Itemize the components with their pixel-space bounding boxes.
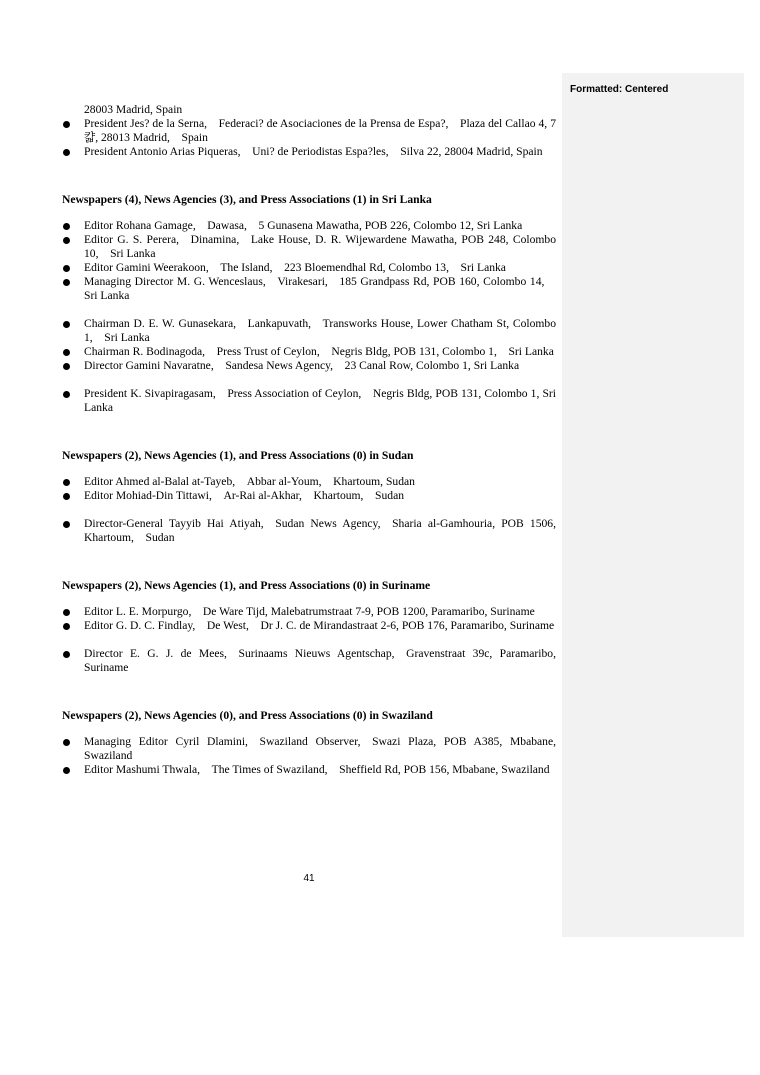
section-list-swaziland xyxy=(62,735,556,777)
comment-title: Formatted: Centered xyxy=(570,84,669,95)
list-item: President K. Sivapiragasam, Press Association of Ceylon, Negris Bldg, POB 131, Colombo 1, Sri Lanka xyxy=(62,387,556,415)
section-heading-suriname: Newspapers (2), News Agencies (1), and Press Associations (0) in Suriname xyxy=(62,579,431,592)
section-heading-swaziland: Newspapers (2), News Agencies (0), and Press Associations (0) in Swaziland xyxy=(62,709,433,722)
list-item: Editor L. E. Morpurgo, De Ware Tijd, Malebatrumstraat 7-9, POB 1200, Paramaribo, Suriname xyxy=(62,605,556,619)
section-heading-sudan: Newspapers (2), News Agencies (1), and Press Associations (0) in Sudan xyxy=(62,449,414,462)
list-item: Editor G. S. Perera, Dinamina, Lake House, D. R. Wijewardene Mawatha, POB 248, Colombo 10, Sri Lanka xyxy=(62,233,556,261)
comment-pane xyxy=(562,73,744,937)
list-item: Chairman D. E. W. Gunasekara, Lankapuvath, Transworks House, Lower Chatham St, Colombo 1, Sri Lanka xyxy=(62,317,556,345)
list-item: President Jes? de la Serna, Federaci? de Asociaciones de la Prensa de Espa?, Plaza del Callao 4, 7 캷, 28013 Madrid, Spain xyxy=(62,117,556,145)
list-item: Director E. G. J. de Mees, Surinaams Nieuws Agentschap, Gravenstraat 39c, Paramaribo, Suriname xyxy=(62,647,556,675)
list-item: Director-General Tayyib Hai Atiyah, Sudan News Agency, Sharia al-Gamhouria, POB 1506, Khartoum, Sudan xyxy=(62,517,556,545)
list-item: Managing Director M. G. Wenceslaus, Virakesari, 185 Grandpass Rd, POB 160, Colombo 14, Sri Lanka xyxy=(62,275,556,303)
list-item: Editor Gamini Weerakoon, The Island, 223 Bloemendhal Rd, Colombo 13, Sri Lanka xyxy=(62,261,556,275)
page-number: 41 xyxy=(303,873,315,884)
list-item: Editor Rohana Gamage, Dawasa, 5 Gunasena Mawatha, POB 226, Colombo 12, Sri Lanka xyxy=(62,219,556,233)
list-item: Editor Mashumi Thwala, The Times of Swaziland, Sheffield Rd, POB 156, Mbabane, Swaziland xyxy=(62,763,556,777)
section-heading-sri-lanka: Newspapers (4), News Agencies (3), and Press Associations (1) in Sri Lanka xyxy=(62,193,432,206)
continuation-line: 28003 Madrid, Spain xyxy=(84,103,183,116)
list-item: Editor G. D. C. Findlay, De West, Dr J. C. de Mirandastraat 2-6, POB 176, Paramaribo, Suriname xyxy=(62,619,556,633)
list-item: Managing Editor Cyril Dlamini, Swaziland Observer, Swazi Plaza, POB A385, Mbabane, Swaziland xyxy=(62,735,556,763)
section-list-suriname xyxy=(62,605,556,675)
section-list-sudan xyxy=(62,475,556,545)
list-item: Editor Mohiad-Din Tittawi, Ar-Rai al-Akhar, Khartoum, Sudan xyxy=(62,489,556,503)
list-item: Editor Ahmed al-Balal at-Tayeb, Abbar al-Youm, Khartoum, Sudan xyxy=(62,475,556,489)
document-body xyxy=(62,103,556,777)
list-item: Director Gamini Navaratne, Sandesa News Agency, 23 Canal Row, Colombo 1, Sri Lanka xyxy=(62,359,556,373)
list-item: President Antonio Arias Piqueras, Uni? de Periodistas Espa?les, Silva 22, 28004 Madrid, Spain xyxy=(62,145,556,159)
intro-list xyxy=(62,117,556,159)
section-list-sri-lanka xyxy=(62,219,556,415)
list-item: Chairman R. Bodinagoda, Press Trust of Ceylon, Negris Bldg, POB 131, Colombo 1, Sri Lanka xyxy=(62,345,556,359)
